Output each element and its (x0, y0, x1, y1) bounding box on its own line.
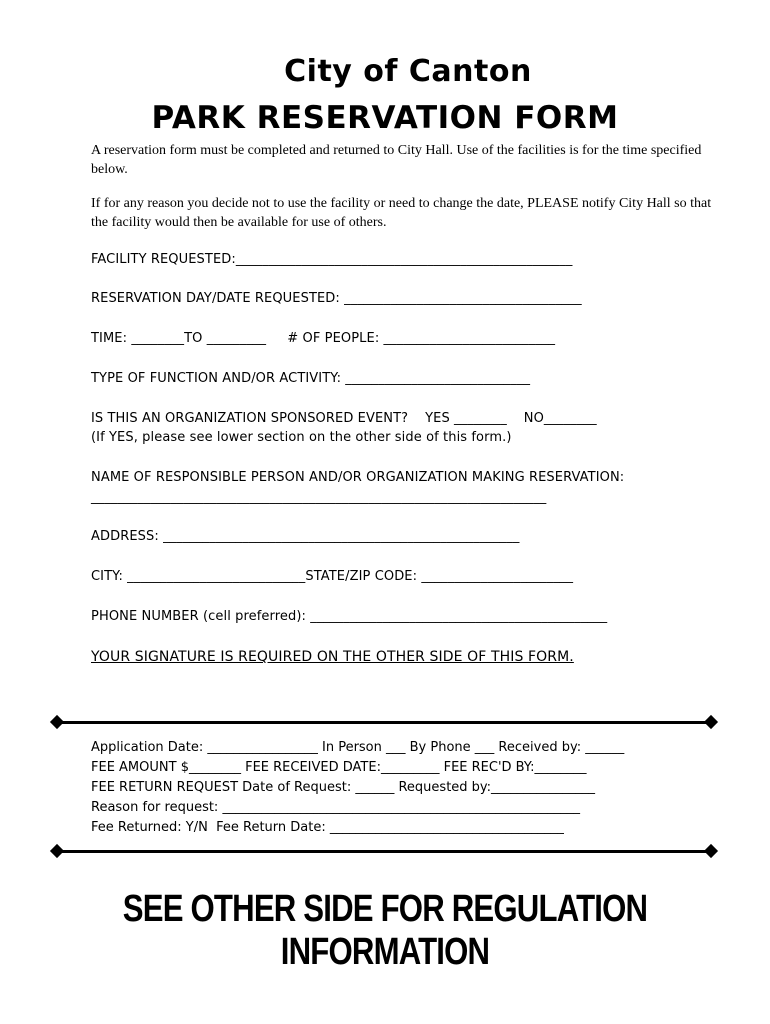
form-title: PARK RESERVATION FORM (151, 100, 619, 136)
right-diamond-icon (704, 844, 718, 858)
intro-paragraph-1: A reservation form must be completed and returned to City Hall. Use of the facilities is for the time specified below. (91, 143, 702, 177)
time-people-field[interactable]: TIME: ________TO _________ # OF PEOPLE: __________________________ (91, 331, 556, 346)
address-field[interactable]: ADDRESS: ______________________________________________________ (91, 529, 520, 544)
signature-notice: YOUR SIGNATURE IS REQUIRED ON THE OTHER SIDE OF THIS FORM. (91, 649, 574, 665)
facility-requested-field[interactable]: FACILITY REQUESTED:___________________________________________________ (91, 252, 573, 267)
reason-for-request-line[interactable]: Reason for request: _______________________________________________________ (91, 800, 580, 815)
fee-returned-line[interactable]: Fee Returned: Y/N Fee Return Date: ____________________________________ (91, 820, 564, 835)
phone-field[interactable]: PHONE NUMBER (cell preferred): _____________________________________________ (91, 609, 608, 624)
responsible-person-field[interactable]: _____________________________________________________________________ (91, 490, 547, 505)
office-section-bottom-rule (54, 850, 712, 853)
organization-sponsored-field[interactable]: IS THIS AN ORGANIZATION SPONSORED EVENT? YES ________ NO________ (91, 411, 597, 426)
function-type-field[interactable]: TYPE OF FUNCTION AND/OR ACTIVITY: ____________________________ (91, 371, 531, 386)
regulation-notice: SEE OTHER SIDE FOR REGULATION INFORMATION (122, 888, 648, 973)
responsible-person-label: NAME OF RESPONSIBLE PERSON AND/OR ORGANIZATION MAKING RESERVATION: (91, 470, 625, 485)
city-state-zip-field[interactable]: CITY: ___________________________STATE/ZIP CODE: _______________________ (91, 569, 574, 584)
application-date-line[interactable]: Application Date: _________________ In Person ___ By Phone ___ Received by: ______ (91, 740, 625, 755)
city-name: City of Canton (284, 54, 532, 89)
office-section-top-rule (54, 721, 712, 724)
left-diamond-icon (50, 715, 64, 729)
fee-amount-line[interactable]: FEE AMOUNT $________ FEE RECEIVED DATE:_________ FEE REC'D BY:________ (91, 760, 587, 775)
fee-return-request-line[interactable]: FEE RETURN REQUEST Date of Request: ______ Requested by:________________ (91, 780, 596, 795)
right-diamond-icon (704, 715, 718, 729)
organization-note: (If YES, please see lower section on the other side of this form.) (91, 430, 512, 445)
left-diamond-icon (50, 844, 64, 858)
reservation-date-field[interactable]: RESERVATION DAY/DATE REQUESTED: ____________________________________ (91, 291, 582, 306)
intro-paragraph-2: If for any reason you decide not to use the facility or need to change the date, PLEASE notify City Hall so that the facility would then be available for use of others. (91, 196, 712, 230)
